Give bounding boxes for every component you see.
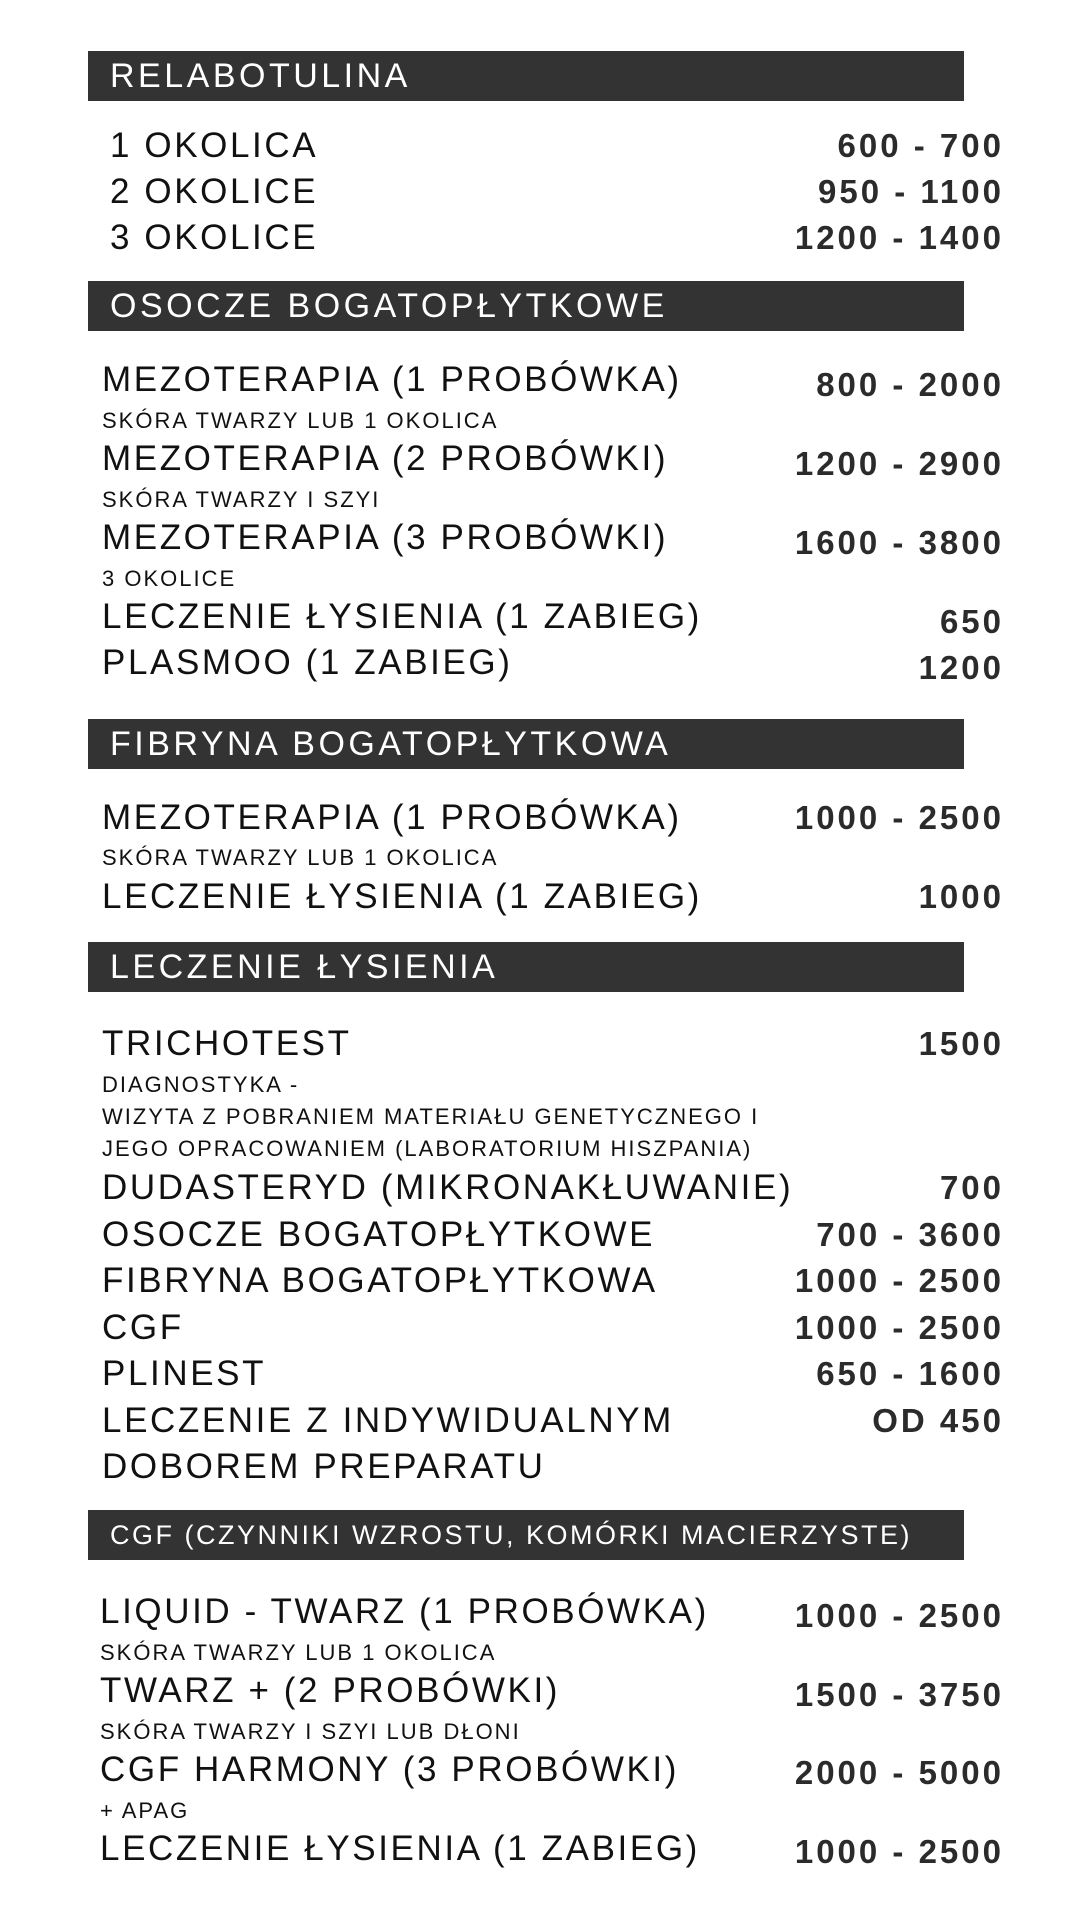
item-name: 3 OKOLICE xyxy=(110,218,319,257)
item-name: MEZOTERAPIA (1 PROBÓWKA) xyxy=(102,360,682,399)
item-name: MEZOTERAPIA (2 PROBÓWKI) xyxy=(102,439,669,478)
item-name: LECZENIE ŁYSIENIA (1 ZABIEG) xyxy=(102,597,702,636)
item-price: 600 - 700 xyxy=(837,127,1004,164)
section-header-cgf: CGF (CZYNNIKI WZROSTU, KOMÓRKI MACIERZYSTE) xyxy=(88,1510,964,1560)
section-header-fibryna: FIBRYNA BOGATOPŁYTKOWA xyxy=(88,719,964,769)
item-price: 1000 - 2500 xyxy=(794,1309,1004,1346)
item-price: 1000 - 2500 xyxy=(794,1262,1004,1299)
item-price: 1000 xyxy=(918,878,1004,915)
item-subtitle: + APAG xyxy=(100,1798,190,1823)
item-price: 650 - 1600 xyxy=(816,1355,1004,1392)
item-name: LECZENIE ŁYSIENIA (1 ZABIEG) xyxy=(100,1829,700,1868)
item-price: 1000 - 2500 xyxy=(794,1597,1004,1634)
item-name: FIBRYNA BOGATOPŁYTKOWA xyxy=(102,1261,658,1300)
item-price: 1200 xyxy=(918,649,1004,686)
item-name: CGF xyxy=(102,1308,184,1347)
item-name-continued: DOBOREM PREPARATU xyxy=(102,1447,546,1486)
item-name: 1 OKOLICA xyxy=(110,126,319,165)
item-name: PLASMOO (1 ZABIEG) xyxy=(102,643,513,682)
item-price: 650 xyxy=(939,603,1004,640)
item-price: 1200 - 1400 xyxy=(794,219,1004,256)
item-price: 800 - 2000 xyxy=(816,366,1004,403)
item-subtitle: SKÓRA TWARZY LUB 1 OKOLICA xyxy=(102,408,499,433)
item-subtitle: SKÓRA TWARZY I SZYI LUB DŁONI xyxy=(100,1719,521,1744)
item-name: LECZENIE ŁYSIENIA (1 ZABIEG) xyxy=(102,877,702,916)
item-price: 1500 - 3750 xyxy=(794,1676,1004,1713)
item-price: 1000 - 2500 xyxy=(794,1833,1004,1870)
item-price: 700 - 3600 xyxy=(816,1216,1004,1253)
item-subtitle: JEGO OPRACOWANIEM (LABORATORIUM HISZPANIA) xyxy=(102,1136,753,1161)
item-price: 2000 - 5000 xyxy=(794,1754,1004,1791)
item-subtitle: 3 OKOLICE xyxy=(102,566,237,591)
section-header-osocze: OSOCZE BOGATOPŁYTKOWE xyxy=(88,281,964,331)
item-price: 1500 xyxy=(918,1025,1004,1062)
item-name: LIQUID - TWARZ (1 PROBÓWKA) xyxy=(100,1592,709,1631)
item-price: 700 xyxy=(939,1169,1004,1206)
item-price: 1000 - 2500 xyxy=(794,799,1004,836)
section-header-relabotulina: RELABOTULINA xyxy=(88,51,964,101)
item-price: 1600 - 3800 xyxy=(794,524,1004,561)
item-price: 1200 - 2900 xyxy=(794,445,1004,482)
item-name: TWARZ + (2 PROBÓWKI) xyxy=(100,1671,561,1710)
item-subtitle: DIAGNOSTYKA - xyxy=(102,1072,300,1097)
item-name: MEZOTERAPIA (3 PROBÓWKI) xyxy=(102,518,669,557)
item-name: DUDASTERYD (MIKRONAKŁUWANIE) xyxy=(102,1168,794,1207)
item-name: OSOCZE BOGATOPŁYTKOWE xyxy=(102,1215,656,1254)
item-name: TRICHOTEST xyxy=(102,1024,352,1063)
item-subtitle: WIZYTA Z POBRANIEM MATERIAŁU GENETYCZNEGO I xyxy=(102,1104,760,1129)
section-header-leczenie-lysienia: LECZENIE ŁYSIENIA xyxy=(88,942,964,992)
item-name: PLINEST xyxy=(102,1354,267,1393)
item-name: LECZENIE Z INDYWIDUALNYM xyxy=(102,1401,674,1440)
item-name: 2 OKOLICE xyxy=(110,172,319,211)
item-name: CGF HARMONY (3 PROBÓWKI) xyxy=(100,1750,680,1789)
item-price: OD 450 xyxy=(872,1402,1004,1439)
item-price: 950 - 1100 xyxy=(818,173,1004,210)
item-subtitle: SKÓRA TWARZY LUB 1 OKOLICA xyxy=(102,845,499,870)
item-subtitle: SKÓRA TWARZY LUB 1 OKOLICA xyxy=(100,1640,497,1665)
item-name: MEZOTERAPIA (1 PROBÓWKA) xyxy=(102,798,682,837)
item-subtitle: SKÓRA TWARZY I SZYI xyxy=(102,487,381,512)
